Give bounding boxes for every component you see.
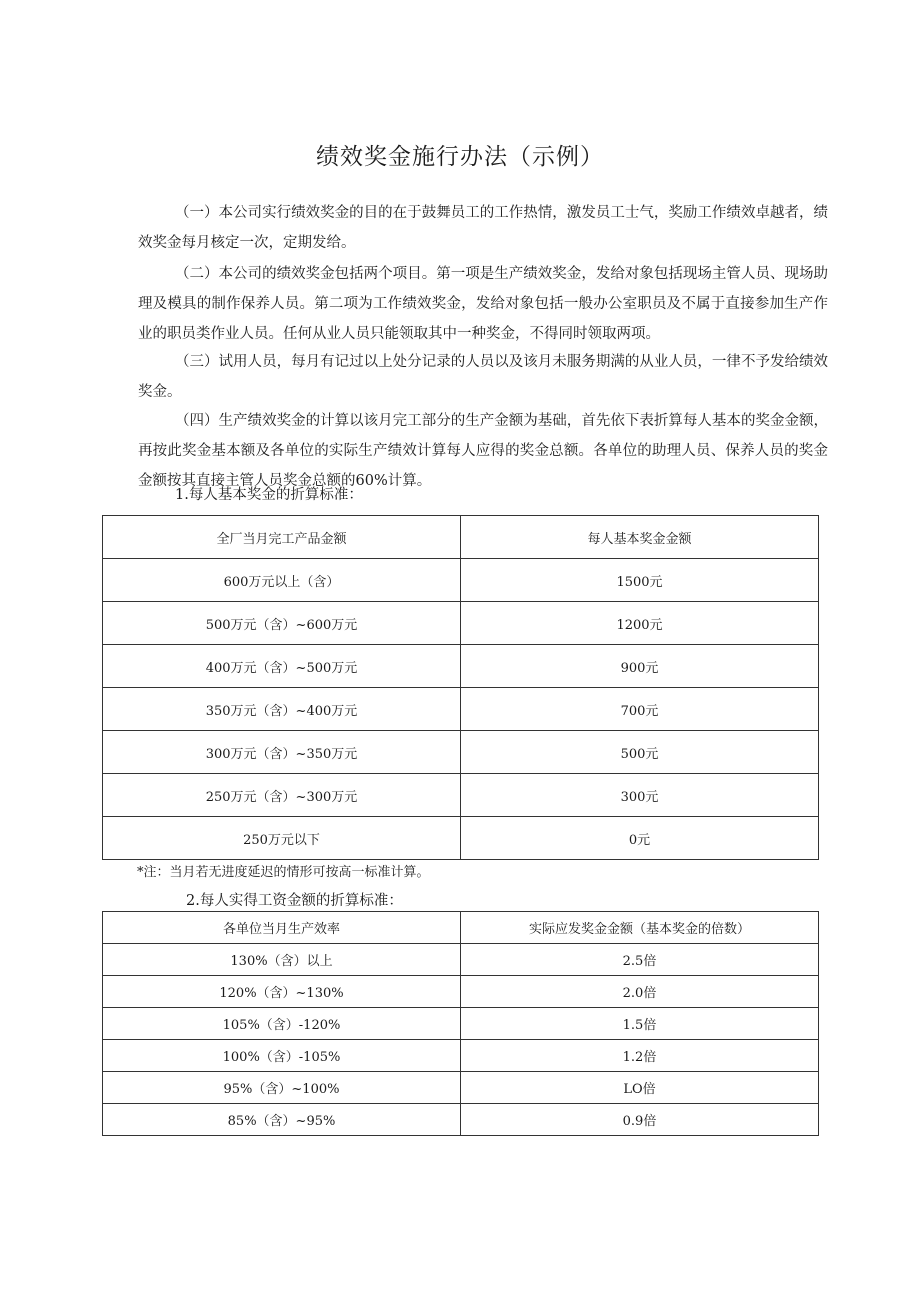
header-cell: 全厂当月完工产品金额 (103, 516, 461, 559)
table-cell: 100%（含）-105% (103, 1040, 461, 1072)
table-row (103, 976, 819, 1008)
table-row (103, 1104, 819, 1136)
table-row (103, 688, 819, 731)
table-cell: 95%（含）~100% (103, 1072, 461, 1104)
header-cell: 实际应发奖金金额（基本奖金的倍数） (461, 912, 819, 944)
multiplier-table (102, 911, 819, 1136)
table-cell: 1.5倍 (461, 1008, 819, 1040)
paragraph-4: （四）生产绩效奖金的计算以该月完工部分的生产金额为基础，首先依下表折算每人基本的奖金金额，再按此奖金基本额及各单位的实际生产绩效计算每人应得的奖金总额。各单位的助理人员、保养人员的奖金金额按其直接主管人员奖金总额的60%计算。 (138, 413, 828, 489)
paragraph-2: （二）本公司的绩效奖金包括两个项目。第一项是生产绩效奖金，发给对象包括现场主管人员、现场助理及模具的制作保养人员。第二项为工作绩效奖金，发给对象包括一般办公室职员及不属于直接参加生产作业的职员类作业人员。任何从业人员只能领取其中一种奖金，不得同时领取两项。 (138, 266, 828, 342)
table-header-row (103, 516, 819, 559)
header-cell: 各单位当月生产效率 (103, 912, 461, 944)
table-cell: 2.0倍 (461, 976, 819, 1008)
table-cell: 900元 (461, 645, 819, 688)
table-row (103, 1008, 819, 1040)
table-cell: 1200元 (461, 602, 819, 645)
table-cell: 130%（含）以上 (103, 944, 461, 976)
table-cell: 350万元（含）~400万元 (103, 688, 461, 731)
table-cell: 0元 (461, 817, 819, 860)
table-cell: 2.5倍 (461, 944, 819, 976)
table-row (103, 817, 819, 860)
table-cell: 120%（含）~130% (103, 976, 461, 1008)
table-row (103, 645, 819, 688)
table-cell: 600万元以上（含） (103, 559, 461, 602)
table-cell: 500元 (461, 731, 819, 774)
table-cell: 250万元（含）~300万元 (103, 774, 461, 817)
table-row (103, 731, 819, 774)
table-cell: 500万元（含）~600万元 (103, 602, 461, 645)
table-cell: 300万元（含）~350万元 (103, 731, 461, 774)
header-cell: 每人基本奖金金额 (461, 516, 819, 559)
table-cell: 1500元 (461, 559, 819, 602)
table-cell: 1.2倍 (461, 1040, 819, 1072)
table-cell: 85%（含）~95% (103, 1104, 461, 1136)
paragraph-1: （一）本公司实行绩效奖金的目的在于鼓舞员工的工作热情，激发员工士气，奖励工作绩效卓越者，绩效奖金每月核定一次，定期发给。 (138, 205, 828, 251)
document-title: 绩效奖金施行办法（示例） (316, 144, 604, 170)
table-cell: 250万元以下 (103, 817, 461, 860)
section1-heading: 1.每人基本奖金的折算标准： (175, 487, 363, 503)
table-row (103, 774, 819, 817)
table-row (103, 1072, 819, 1104)
paragraph-3: （三）试用人员，每月有记过以上处分记录的人员以及该月未服务期满的从业人员，一律不予发给绩效奖金。 (138, 354, 828, 400)
table-header-row (103, 912, 819, 944)
table-cell: 0.9倍 (461, 1104, 819, 1136)
table-cell: LO倍 (461, 1072, 819, 1104)
table-row (103, 602, 819, 645)
table-note: *注：当月若无进度延迟的情形可按高一标准计算。 (137, 865, 430, 880)
table-cell: 300元 (461, 774, 819, 817)
table-row (103, 1040, 819, 1072)
basic-bonus-table (102, 515, 819, 860)
table-cell: 400万元（含）~500万元 (103, 645, 461, 688)
section2-heading: 2.每人实得工资金额的折算标准： (186, 893, 403, 909)
table-cell: 700元 (461, 688, 819, 731)
table-row (103, 944, 819, 976)
table-cell: 105%（含）-120% (103, 1008, 461, 1040)
table-row (103, 559, 819, 602)
